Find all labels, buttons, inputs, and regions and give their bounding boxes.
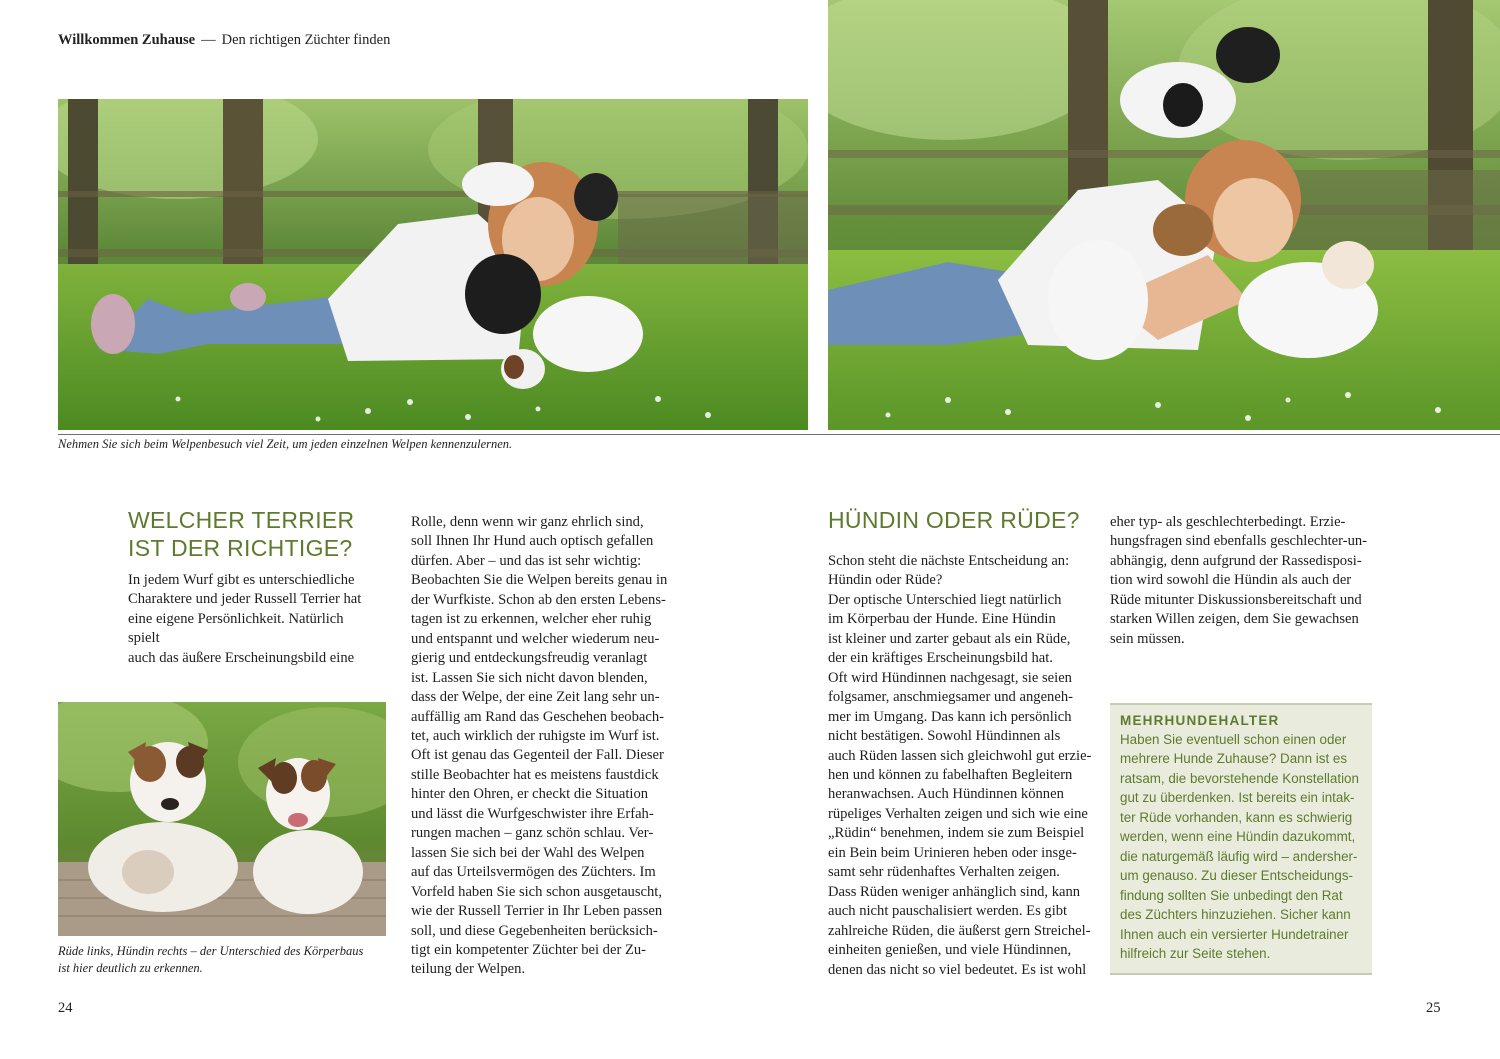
infobox-line: um genauso. Zu dieser Entscheidungs- xyxy=(1120,868,1353,884)
text-line: tion wird sowohl die Hündin als auch der xyxy=(1110,572,1352,589)
text-line: nicht bestätigen. Sowohl Hündinnen als xyxy=(828,728,1061,745)
text-line: Rolle, denn wenn wir ganz ehrlich sind, xyxy=(411,514,644,530)
photo-woman-laughing-with-puppies xyxy=(828,0,1500,430)
page-number-right: 25 xyxy=(1426,1000,1441,1016)
infobox-line: gut zu überdenken. Ist bereits ein intak- xyxy=(1120,790,1355,806)
text-line: Hündin oder Rüde? xyxy=(828,572,943,589)
text-line: ist kleiner und zarter gebaut als ein Rüde, xyxy=(828,630,1071,647)
text-line: ein Bein beim Urinieren heben oder insge- xyxy=(828,844,1077,861)
infobox-line: Haben Sie eventuell schon einen oder xyxy=(1120,732,1347,747)
text-line: soll, und diese Gegebenheiten berücksich- xyxy=(411,922,658,939)
running-head-section: Willkommen Zuhause xyxy=(58,32,196,48)
infobox-line: ter Rüde vorhanden, kann es schwierig xyxy=(1120,809,1353,825)
text-line: und lässt die Wurfgeschwister ihre Erfah- xyxy=(411,805,654,822)
text-line: lassen Sie sich bei der Wahl des Welpen xyxy=(411,844,645,861)
infobox-line: findung sollten Sie unbedingt den Rat xyxy=(1120,887,1343,903)
caption-top: Nehmen Sie sich beim Welpenbesuch viel Zeit, um jeden einzelnen Welpen kennenzulernen. xyxy=(58,437,513,451)
text-line: hungsfragen sind ebenfalls geschlechter-un- xyxy=(1110,533,1368,550)
infobox-title: MEHRHUNDEHALTER xyxy=(1120,713,1280,728)
text-line: mer im Umgang. Das kann ich persönlich xyxy=(828,708,1072,725)
text-line: folgsamer, anschmiegsamer und angeneh- xyxy=(828,689,1073,706)
text-line: Oft ist genau das Gegenteil der Fall. Dieser xyxy=(411,747,664,764)
text-line: teilung der Welpen. xyxy=(411,961,526,978)
infobox-mehrhundehalter xyxy=(1110,703,1372,975)
infobox-line: die naturgemäß läufig wird – andersher- xyxy=(1120,848,1358,864)
text-line: auf das Urteilsvermögen des Züchters. Im xyxy=(411,864,656,881)
right-column-2-text xyxy=(1110,513,1382,649)
photo-woman-with-puppies xyxy=(58,99,808,430)
running-head-chapter: Den richtigen Züchter finden xyxy=(221,32,391,48)
text-line: stille Beobachter hat es meistens faustdick xyxy=(411,766,659,783)
photo-two-terriers xyxy=(58,702,386,936)
right-column-1-text xyxy=(828,552,1100,980)
text-line: denen das nicht so viel bedeutet. Es ist wohl xyxy=(828,961,1087,978)
text-line: wie der Russell Terrier in Ihr Leben passen xyxy=(411,903,663,920)
text-line: abhängig, denn aufgrund der Rassedisposi- xyxy=(1110,552,1362,569)
infobox-line: hilfreich zur Seite stehen. xyxy=(1120,945,1271,961)
text-line: samt sehr rüdenhaftes Verhalten zeigen. xyxy=(828,864,1060,881)
text-line: eine eigene Persönlichkeit. Natürlich spielt xyxy=(128,610,344,647)
photo-woman-with-puppies-image xyxy=(58,99,808,430)
text-line: rüpeliges Verhalten zeigen und sich wie eine xyxy=(828,805,1088,822)
text-line: Vorfeld haben Sie sich schon ausgetauscht, xyxy=(411,883,663,900)
caption-dogs xyxy=(58,943,388,977)
infobox-line: mehrere Hunde Zuhause? Dann ist es xyxy=(1120,751,1348,767)
text-line: Charaktere und jeder Russell Terrier hat xyxy=(128,591,362,608)
text-line: Rüde mitunter Diskussionsbereitschaft und xyxy=(1110,591,1362,608)
text-line: hen und können zu fabelhaften Begleitern xyxy=(828,766,1073,783)
text-line: sein müssen. xyxy=(1110,630,1185,647)
text-line: In jedem Wurf gibt es unterschiedliche xyxy=(128,572,355,588)
heading-huendin-oder-ruede: HÜNDIN ODER RÜDE? xyxy=(828,507,1080,533)
infobox-line: des Züchters hinzuziehen. Sicher kann xyxy=(1120,907,1351,923)
caption-dogs-line-1: Rüde links, Hündin rechts – der Unterschied des Körperbaus xyxy=(58,944,364,958)
text-line: „Rüdin“ benehmen, indem sie zum Beispiel xyxy=(828,825,1085,842)
text-line: gierig und entdeckungsfreudig veranlagt xyxy=(411,650,648,667)
text-line: tet, auch wirklich der ruhigste im Wurf ist. xyxy=(411,727,660,744)
text-line: soll Ihnen Ihr Hund auch optisch gefallen xyxy=(411,533,654,550)
text-line: tagen ist zu erkennen, welcher eher ruhig xyxy=(411,611,652,628)
text-line: Schon steht die nächste Entscheidung an: xyxy=(828,553,1070,569)
heading-welcher-terrier xyxy=(128,506,398,562)
text-line: der Wurfkiste. Schon ab den ersten Lebens- xyxy=(411,591,666,608)
text-line: tigt ein kompetenter Züchter bei der Zu- xyxy=(411,941,647,958)
text-line: heranwachsen. Auch Hündinnen können xyxy=(828,786,1064,803)
left-column-2-text xyxy=(411,513,681,980)
text-line: hinter den Ohren, er checkt die Situation xyxy=(411,786,649,803)
running-head xyxy=(58,32,390,49)
caption-dogs-line-2: ist hier deutlich zu erkennen. xyxy=(58,961,203,975)
text-line: Oft wird Hündinnen nachgesagt, sie seien xyxy=(828,669,1072,686)
infobox-line: werden, wenn eine Hündin dazukommt, xyxy=(1120,829,1356,845)
infobox-line: ratsam, die bevorstehende Konstellation xyxy=(1120,770,1359,786)
text-line: auch das äußere Erscheinungsbild eine xyxy=(128,649,355,666)
text-line: einheiten genießen, und viele Hündinnen, xyxy=(828,942,1072,959)
heading-line-1: WELCHER TERRIER xyxy=(128,507,355,533)
running-head-separator: — xyxy=(201,32,216,48)
text-line: auffällig am Rand das Geschehen beobach- xyxy=(411,708,664,725)
infobox-text xyxy=(1110,728,1372,963)
text-line: auch nicht pauschalisiert werden. Es gibt xyxy=(828,903,1068,920)
page-number-left: 24 xyxy=(58,1000,73,1016)
text-line: dürfen. Aber – und das ist sehr wichtig: xyxy=(411,552,642,569)
text-line: und entspannt und welcher wiederum neu- xyxy=(411,630,660,647)
text-line: rungen machen – ganz schön schlau. Ver- xyxy=(411,825,654,842)
photo-woman-laughing-with-puppies-image xyxy=(828,0,1500,430)
photo-two-terriers-image xyxy=(58,702,386,936)
text-line: ist. Lassen Sie sich nicht davon blenden, xyxy=(411,669,648,686)
infobox-line: Ihnen auch ein versierter Hundetrainer xyxy=(1120,926,1349,942)
text-line: Der optische Unterschied liegt natürlich xyxy=(828,591,1062,608)
text-line: starken Willen zeigen, dem Sie gewachsen xyxy=(1110,611,1359,628)
heading-line-2: IST DER RICHTIGE? xyxy=(128,535,353,561)
text-line: eher typ- als geschlechterbedingt. Erzie- xyxy=(1110,514,1346,530)
text-line: auch Rüden lassen sich gleichwohl gut erzie- xyxy=(828,747,1092,764)
caption-divider xyxy=(58,434,1500,435)
text-line: Beobachten Sie die Welpen bereits genau in xyxy=(411,572,668,589)
left-column-1-text xyxy=(128,571,378,668)
text-line: zahlreiche Rüden, die äußerst gern Streichel- xyxy=(828,922,1091,939)
text-line: Dass Rüden weniger anhänglich sind, kann xyxy=(828,883,1081,900)
text-line: dass der Welpe, der eine Zeit lang sehr un- xyxy=(411,689,660,706)
text-line: im Körperbau der Hunde. Eine Hündin xyxy=(828,611,1056,628)
text-line: der ein kräftiges Erscheinungsbild hat. xyxy=(828,650,1053,667)
